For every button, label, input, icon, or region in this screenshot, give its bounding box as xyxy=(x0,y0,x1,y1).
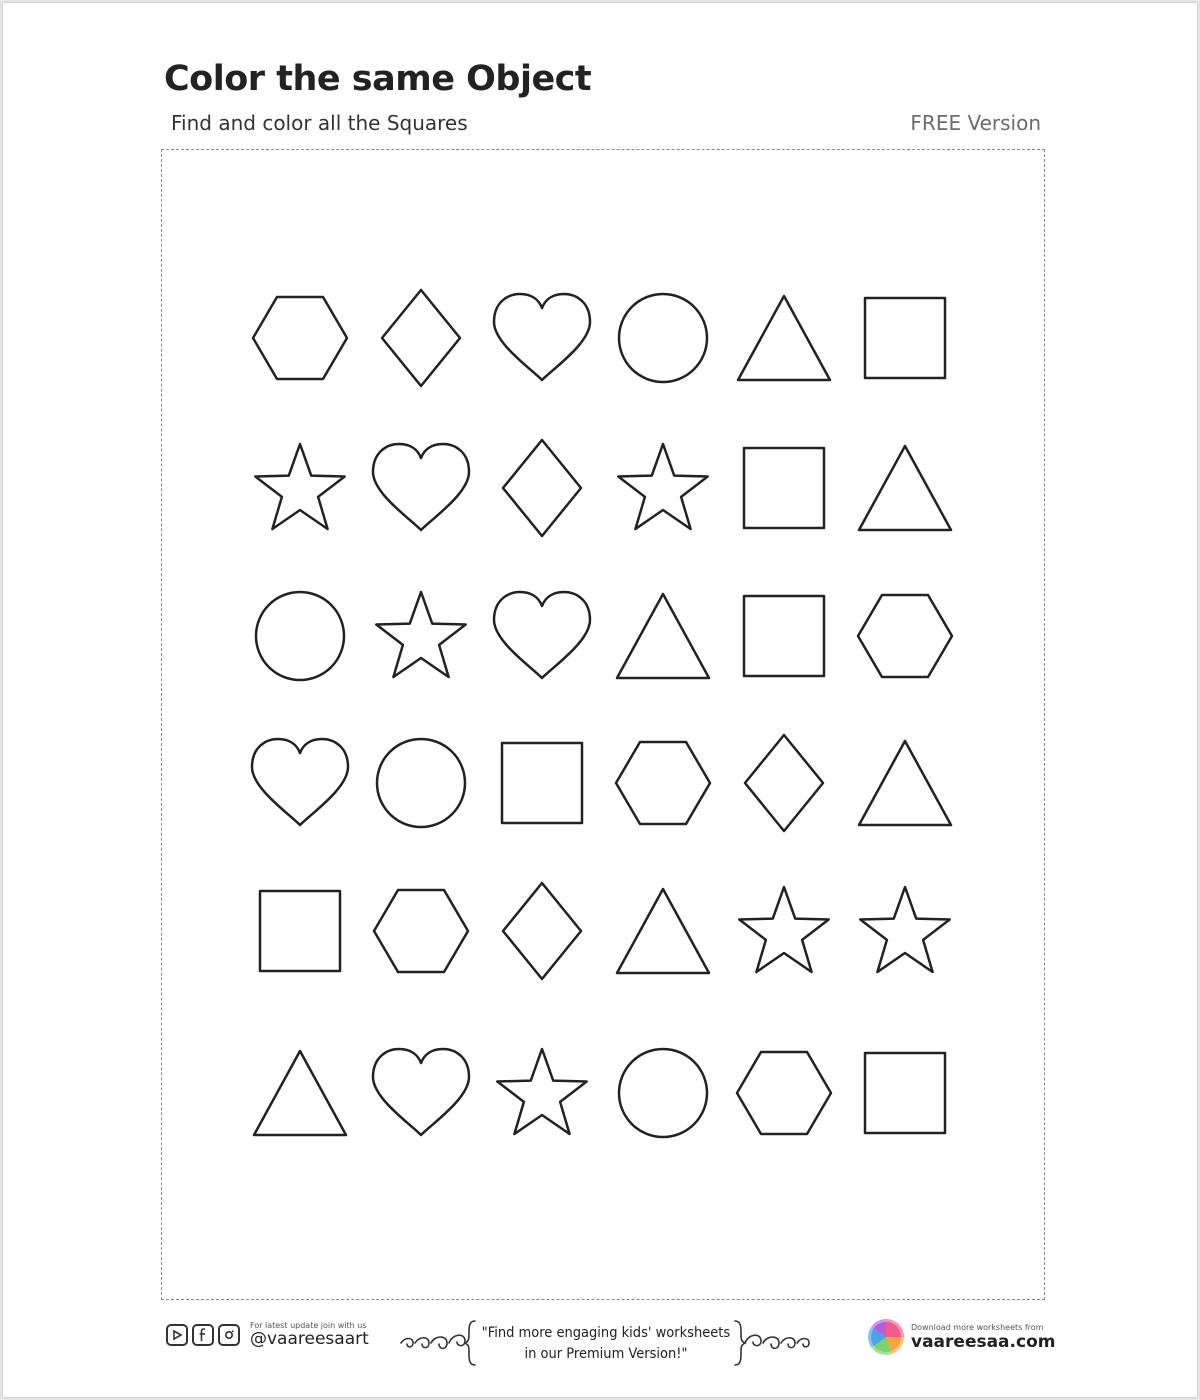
social-block xyxy=(166,1321,369,1349)
heart-shape[interactable] xyxy=(494,294,590,380)
social-caption: For latest update join with us xyxy=(250,1321,367,1330)
square-shape[interactable] xyxy=(744,448,824,528)
youtube-icon[interactable] xyxy=(166,1324,188,1346)
triangle-shape[interactable] xyxy=(738,296,830,380)
square-shape[interactable] xyxy=(744,596,824,676)
heart-shape[interactable] xyxy=(252,739,348,825)
triangle-shape[interactable] xyxy=(254,1051,346,1135)
hexagon-shape[interactable] xyxy=(858,595,952,677)
heart-shape[interactable] xyxy=(373,444,469,530)
square-shape[interactable] xyxy=(502,743,582,823)
brand-block xyxy=(868,1319,1055,1355)
page-title: Color the same Object xyxy=(164,59,592,99)
triangle-shape[interactable] xyxy=(859,446,951,530)
star-shape[interactable] xyxy=(497,1049,586,1134)
facebook-icon[interactable] xyxy=(192,1324,214,1346)
star-shape[interactable] xyxy=(376,592,465,677)
square-shape[interactable] xyxy=(260,891,340,971)
heart-shape[interactable] xyxy=(494,592,590,678)
brand-text xyxy=(911,1323,1055,1352)
website-link[interactable]: vaareesaa.com xyxy=(911,1331,1056,1352)
star-shape[interactable] xyxy=(739,887,828,972)
shapes-grid xyxy=(3,3,1197,1397)
square-shape[interactable] xyxy=(865,298,945,378)
square-shape[interactable] xyxy=(865,1053,945,1133)
promo-line-2: in our Premium Version!" xyxy=(524,1346,688,1362)
vaareesaa-logo-icon xyxy=(868,1319,904,1355)
instruction-text: Find and color all the Squares xyxy=(171,111,468,135)
heart-shape[interactable] xyxy=(373,1049,469,1135)
triangle-shape[interactable] xyxy=(617,594,709,678)
instagram-icon[interactable] xyxy=(218,1324,240,1346)
circle-shape[interactable] xyxy=(619,294,707,382)
download-caption: Download more worksheets from xyxy=(911,1322,1044,1332)
triangle-shape[interactable] xyxy=(617,889,709,973)
star-shape[interactable] xyxy=(860,887,949,972)
hexagon-shape[interactable] xyxy=(253,297,347,379)
diamond-shape[interactable] xyxy=(503,440,581,536)
circle-shape[interactable] xyxy=(377,739,465,827)
circle-shape[interactable] xyxy=(256,592,344,680)
hexagon-shape[interactable] xyxy=(737,1052,831,1134)
diamond-shape[interactable] xyxy=(382,290,460,386)
triangle-shape[interactable] xyxy=(859,741,951,825)
hexagon-shape[interactable] xyxy=(616,742,710,824)
star-shape[interactable] xyxy=(255,444,344,529)
version-label: FREE Version xyxy=(910,111,1041,135)
social-handle[interactable]: @vaareesaart xyxy=(250,1329,369,1349)
promo-text xyxy=(471,1323,741,1365)
premium-promo xyxy=(399,1319,811,1367)
social-text xyxy=(250,1321,369,1349)
circle-shape[interactable] xyxy=(619,1049,707,1137)
promo-line-1: "Find more engaging kids' worksheets xyxy=(481,1325,731,1341)
diamond-shape[interactable] xyxy=(745,735,823,831)
worksheet-page xyxy=(3,3,1197,1397)
hexagon-shape[interactable] xyxy=(374,890,468,972)
diamond-shape[interactable] xyxy=(503,883,581,979)
star-shape[interactable] xyxy=(618,444,707,529)
